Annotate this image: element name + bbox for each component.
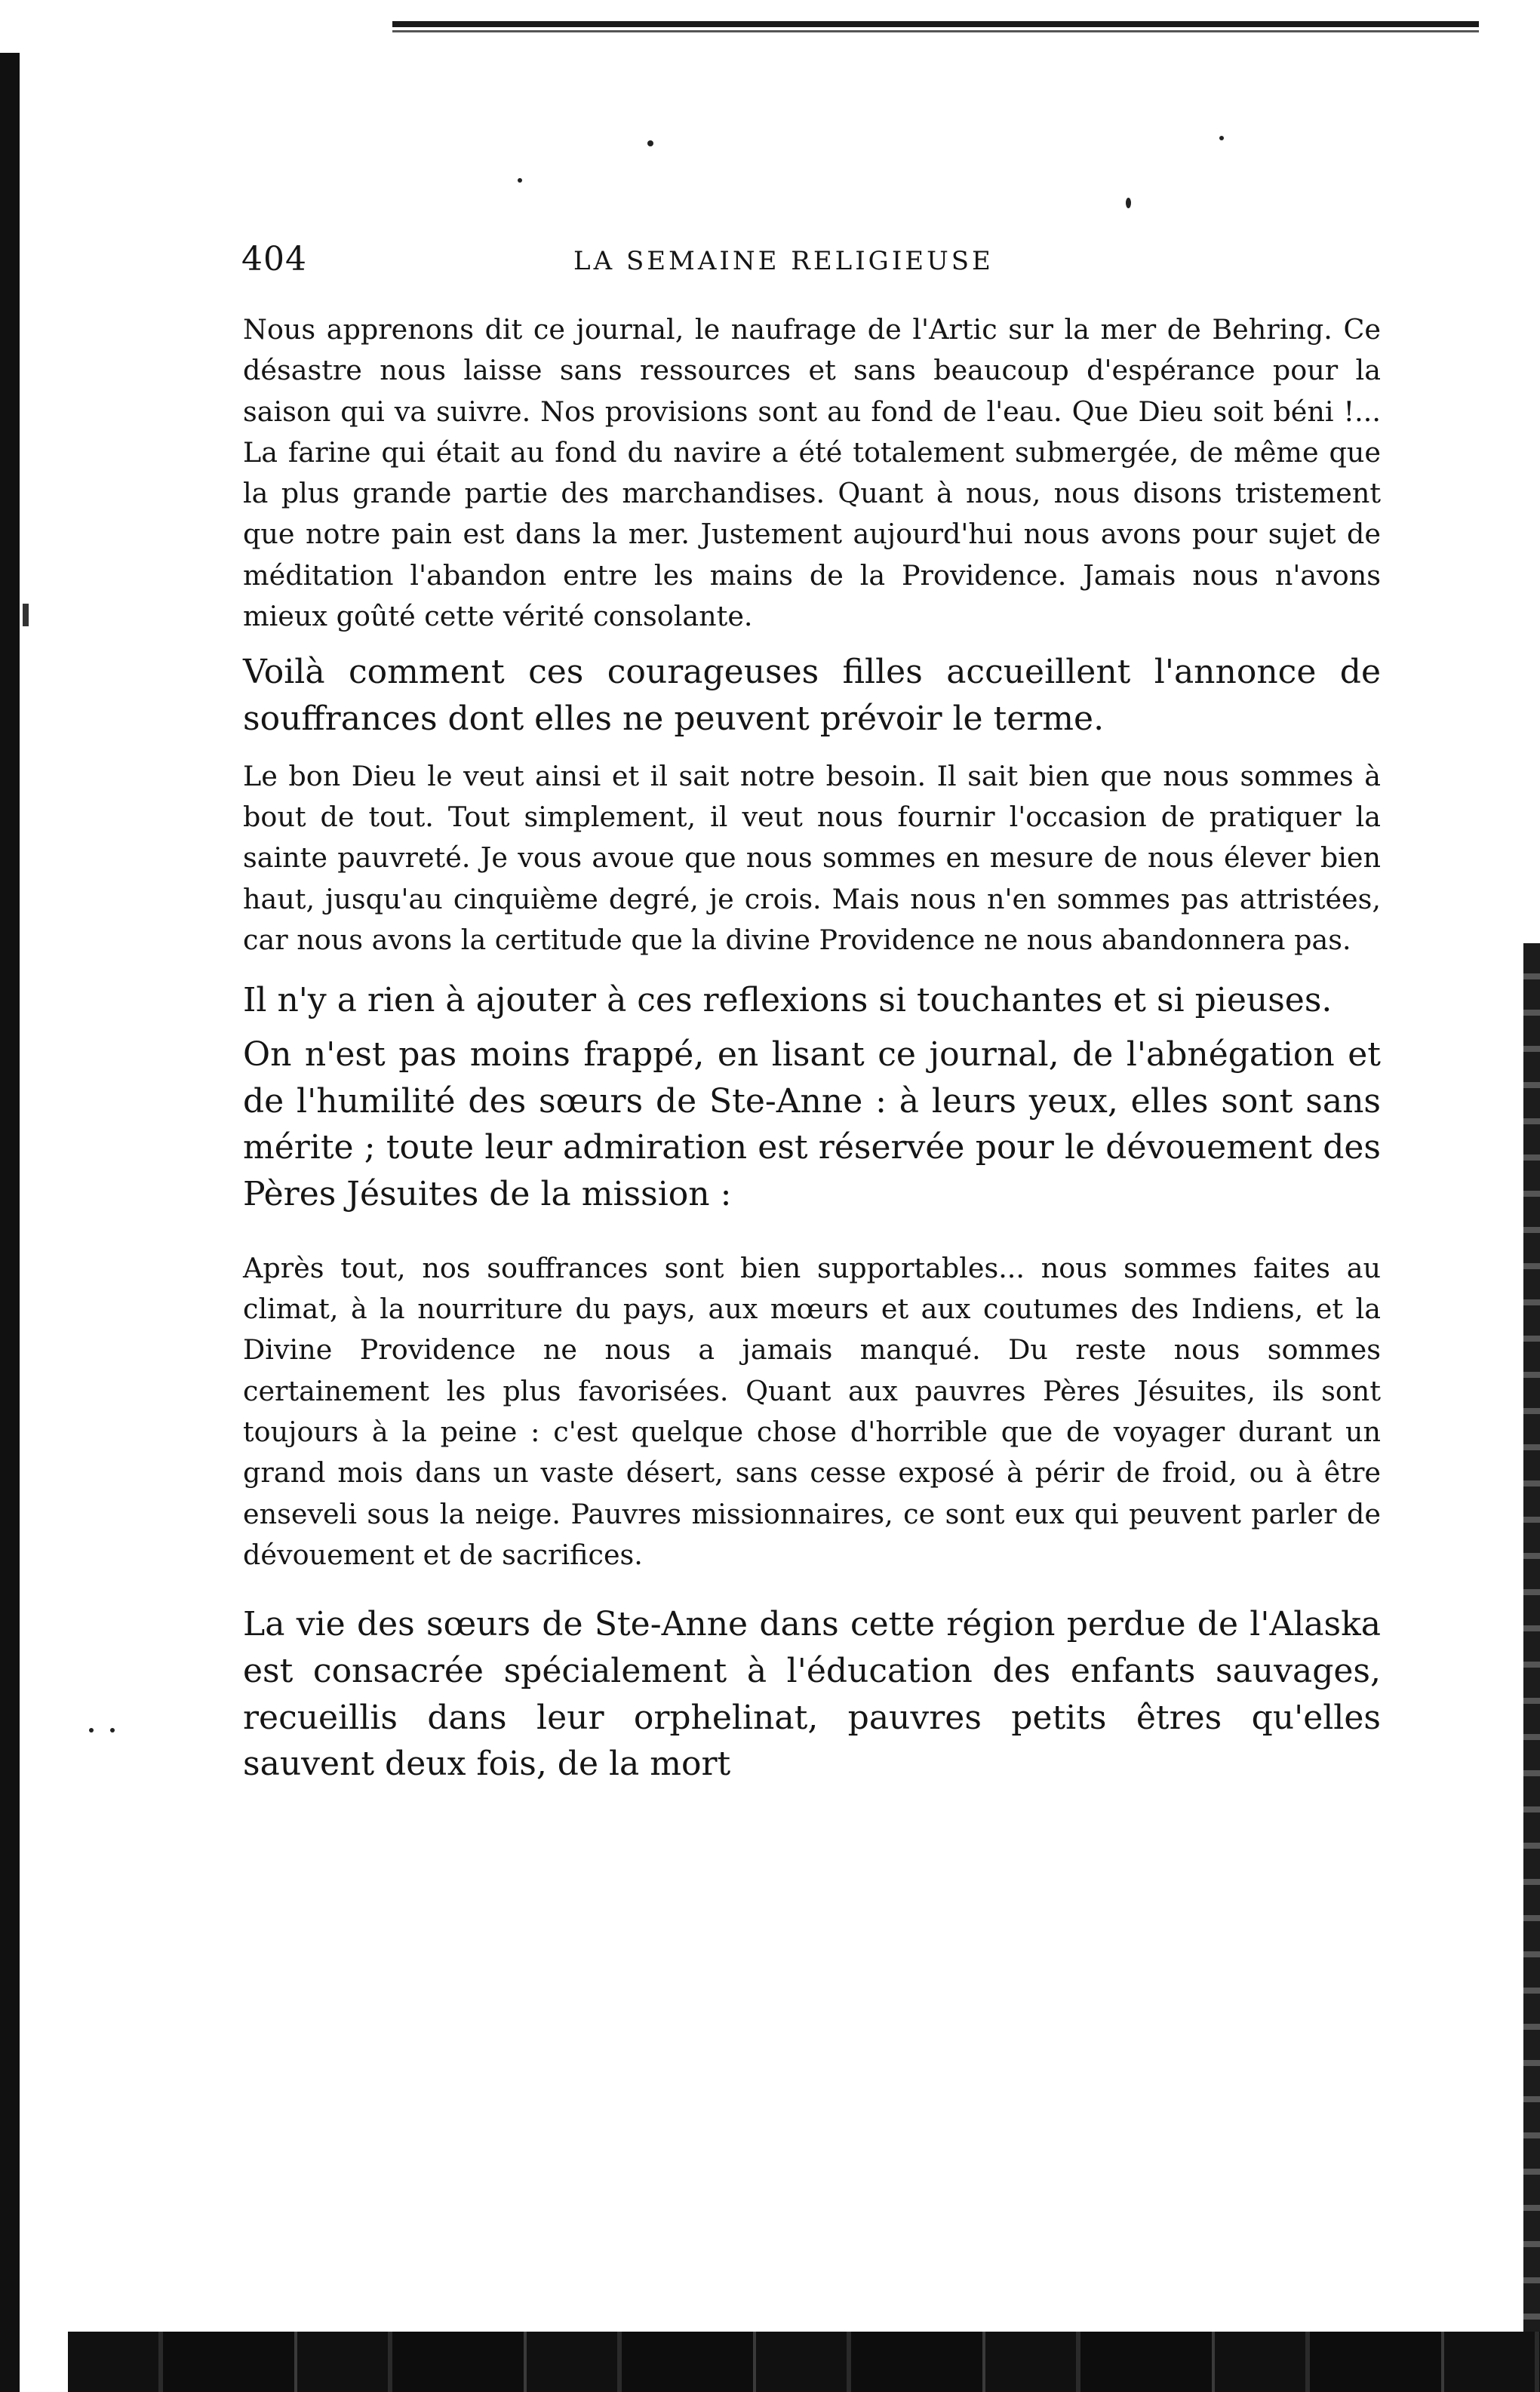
quoted-journal-paragraph-1: Nous apprenons dit ce journal, le naufrage de l'Artic sur la mer de Behring. Ce désastre nous laisse sans ressources et sans beaucoup d'espérance pour la saison qui va suivre. Nos provisions sont au fond de l'eau. Que Dieu soit béni !... La farine qui était au fond du navire a été totalement submergée, de même que la plus grande partie des marchandises. Quant à nous, nous disons tristement que notre pain est dans la mer. Justement aujourd'hui nous avons pour sujet de méditation l'abandon entre les mains de la Providence. Jamais nous n'avons mieux goûté cette vérité consolante. <box>243 313 1381 633</box>
running-title: LA SEMAINE RELIGIEUSE <box>573 246 994 276</box>
body-paragraph-3: On n'est pas moins frappé, en lisant ce journal, de l'abnégation et de l'humilité des sœurs de Ste-Anne : à leurs yeux, elles sont sans mérite ; toute leur admiration est réservée pour le dévouement des Pères Jésuites de la mission : <box>243 1035 1381 1214</box>
body-paragraph-4: La vie des sœurs de Ste-Anne dans cette région perdue de l'Alaska est consacrée spécialement à l'éducation des enfants sauvages, recueillis dans leur orphelinat, pauvres petits êtres qu'elles sauvent deux fois, de la mort <box>243 1605 1381 1784</box>
body-paragraph-2: Il n'y a rien à ajouter à ces reflexions si touchantes et si pieuses. <box>243 981 1333 1020</box>
body-paragraph-1: Voilà comment ces courageuses filles accueillent l'annonce de souffrances dont elles ne peuvent prévoir le terme. <box>243 653 1381 739</box>
page-header <box>241 240 1388 285</box>
page-number: 404 <box>241 240 307 278</box>
page-body <box>243 309 1381 1788</box>
quoted-journal-paragraph-3: Après tout, nos souffrances sont bien supportables... nous sommes faites au climat, à la nourriture du pays, aux mœurs et aux coutumes des Indiens, et la Divine Providence ne nous a jamais manqué. Du reste nous sommes certainement les plus favorisées. Quant aux pauvres Pères Jésuites, ils sont toujours à la peine : c'est quelque chose d'horrible que de voyager durant un grand mois dans un vaste désert, sans cesse exposé à périr de froid, ou à être enseveli sous la neige. Pauvres missionnaires, ce sont eux qui peuvent parler de dévouement et de sacrifices. <box>243 1251 1381 1571</box>
quoted-journal-paragraph-2: Le bon Dieu le veut ainsi et il sait notre besoin. Il sait bien que nous sommes à bout de tout. Tout simplement, il veut nous fournir l'occasion de pratiquer la sainte pauvreté. Je vous avoue que nous sommes en mesure de nous élever bien haut, jusqu'au cinquième degré, je crois. Mais nous n'en sommes pas attristées, car nous avons la certitude que la divine Providence ne nous abandonnera pas. <box>243 759 1381 956</box>
